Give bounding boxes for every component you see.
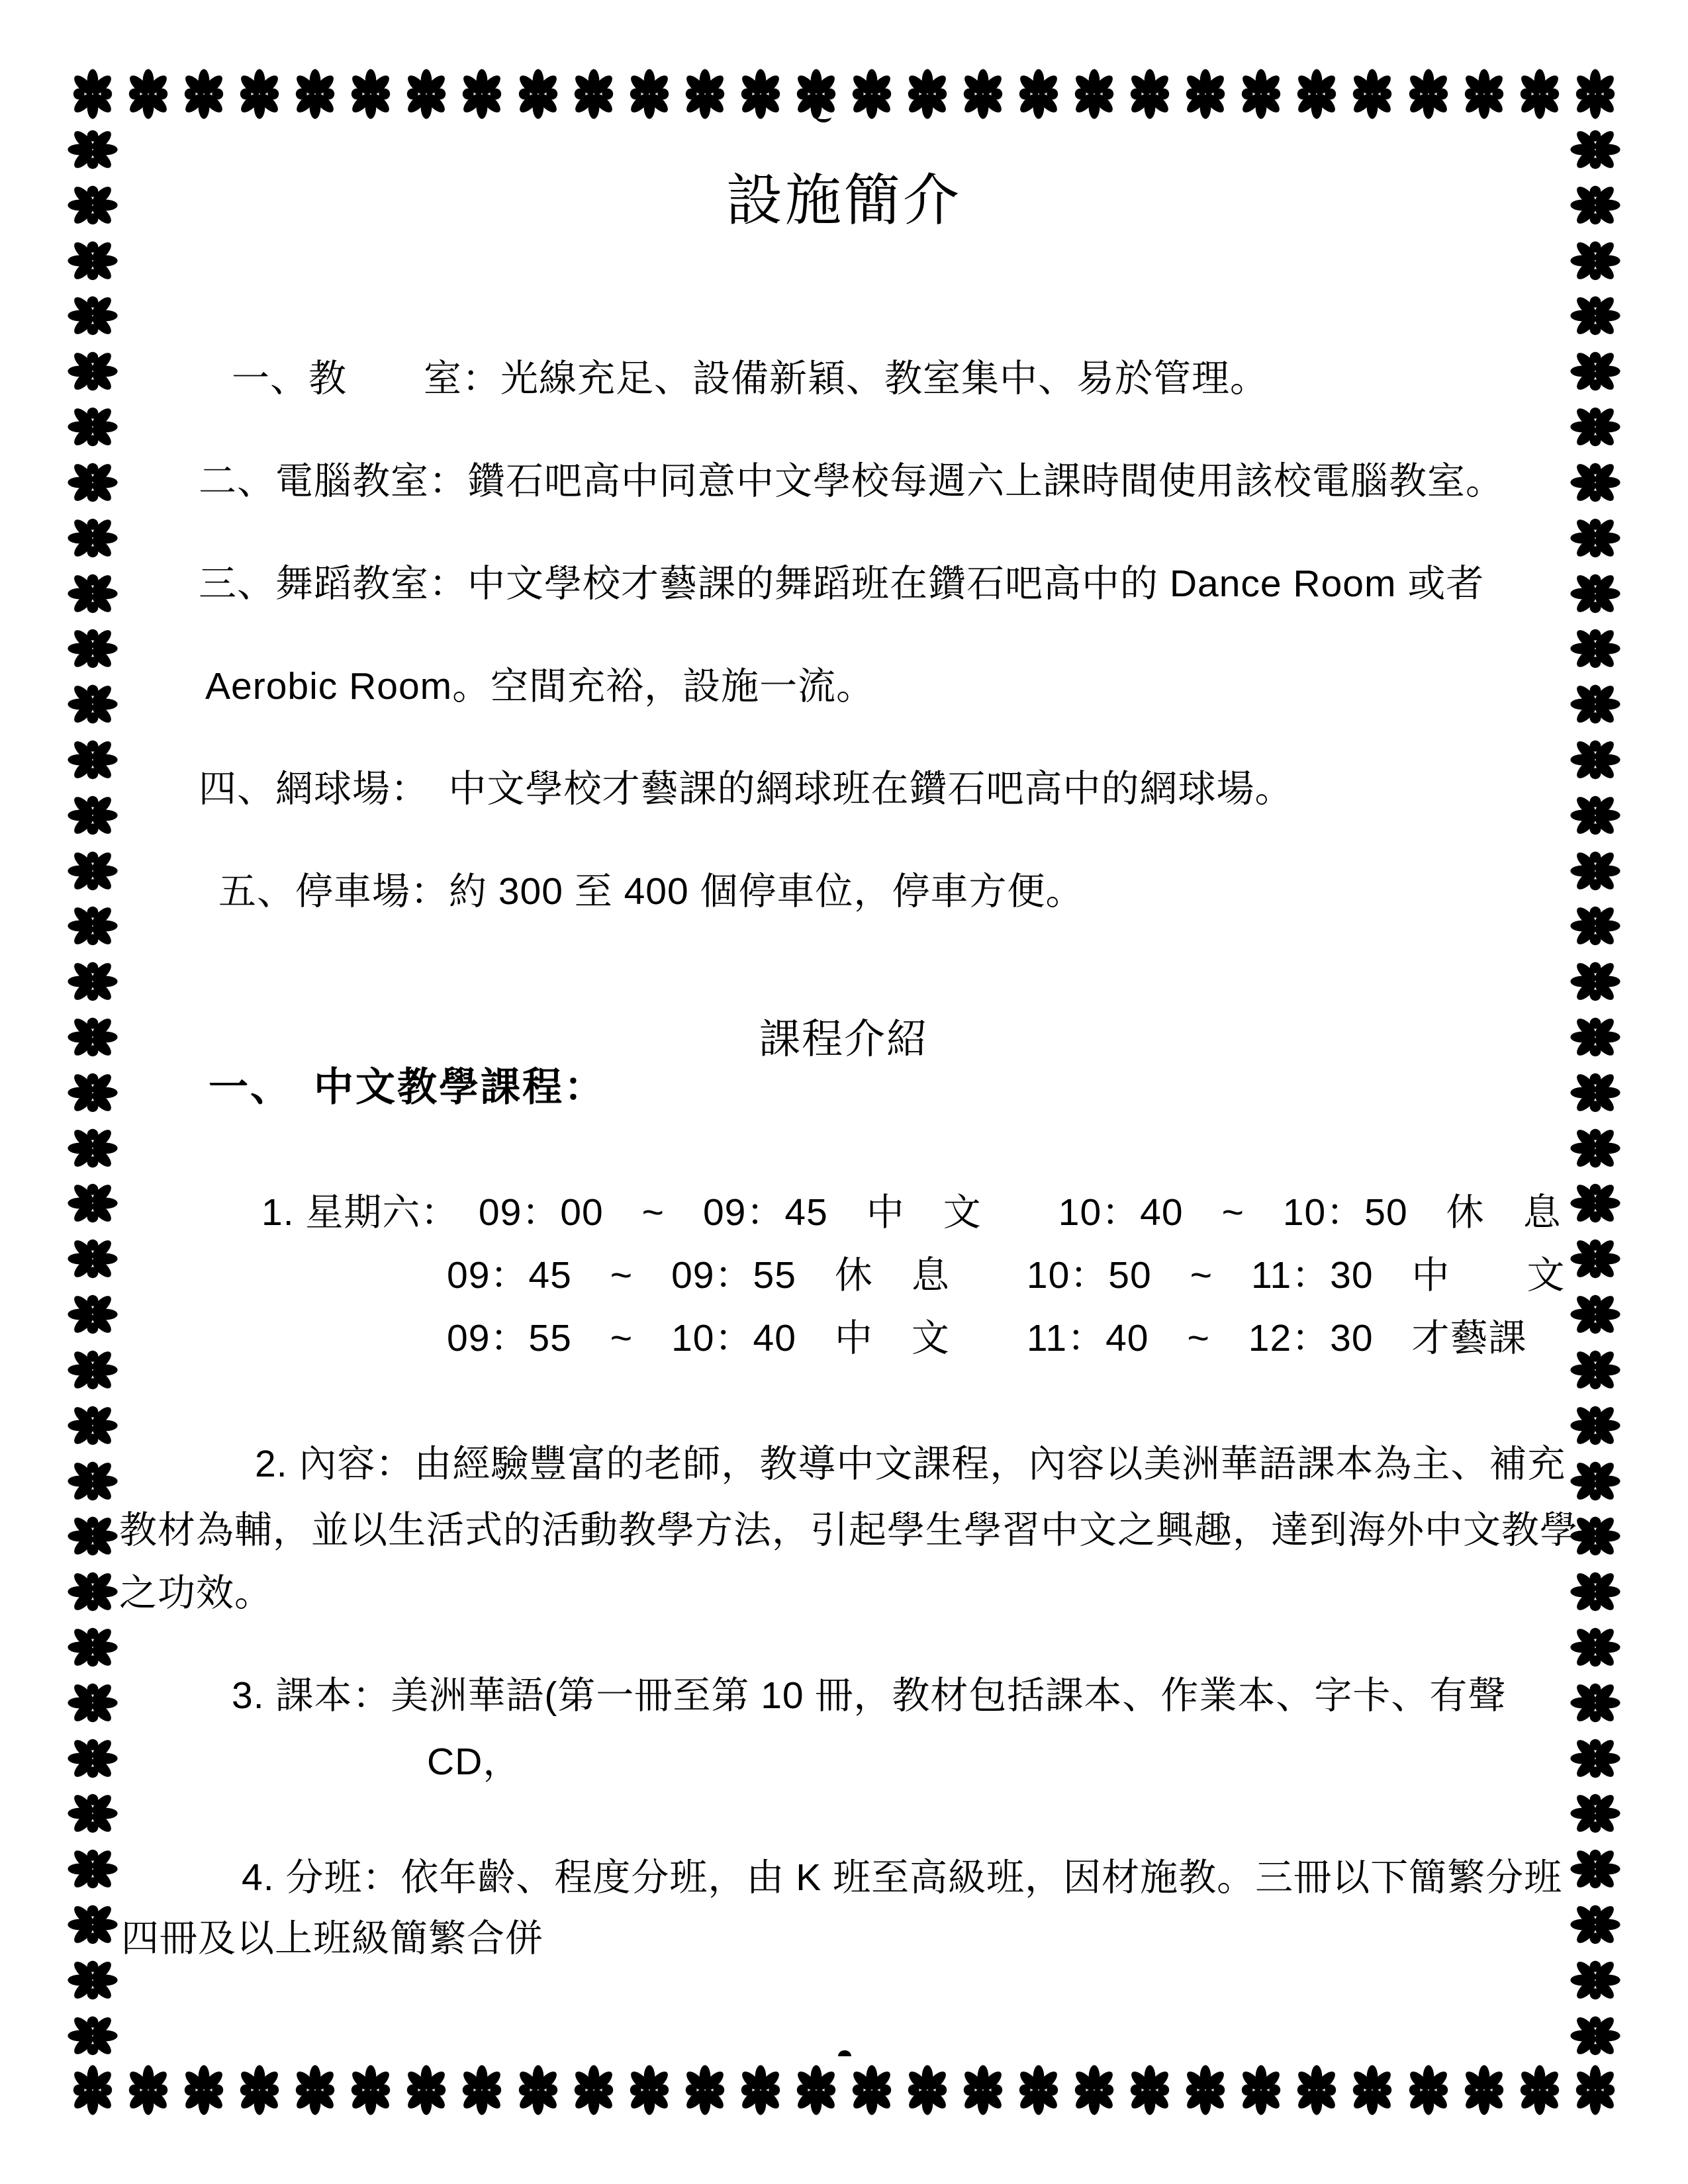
page-title: 設施簡介 bbox=[726, 169, 962, 232]
courses-section-title: 課程介紹 bbox=[759, 1017, 929, 1062]
eight-petal-flower-icon bbox=[1569, 2064, 1622, 2116]
eight-petal-flower-icon bbox=[1569, 1399, 1622, 1452]
eight-petal-flower-icon bbox=[66, 1177, 119, 1230]
eight-petal-flower-icon bbox=[1569, 1898, 1622, 1951]
eight-petal-flower-icon bbox=[1290, 2064, 1343, 2116]
eight-petal-flower-icon bbox=[66, 1455, 119, 1508]
placement-line-2: 四冊及以上班級簡繁合併 bbox=[121, 1917, 543, 1960]
facility-item-classroom: 一、教 室：光線充足、設備新穎、教室集中、易於管理。 bbox=[232, 357, 1268, 400]
eight-petal-flower-icon bbox=[66, 567, 119, 620]
schedule-line-2: 09：45 ~ 09：55 休 息 10：50 ~ 11：30 中 文 bbox=[447, 1254, 1566, 1297]
eight-petal-flower-icon bbox=[901, 68, 954, 120]
eight-petal-flower-icon bbox=[66, 1066, 119, 1119]
eight-petal-flower-icon bbox=[66, 1343, 119, 1396]
flower-border-left bbox=[66, 123, 119, 2062]
eight-petal-flower-icon bbox=[66, 512, 119, 565]
eight-petal-flower-icon bbox=[1569, 899, 1622, 952]
eight-petal-flower-icon bbox=[177, 2064, 230, 2116]
eight-petal-flower-icon bbox=[66, 733, 119, 786]
flower-border-right bbox=[1569, 123, 1622, 2062]
flower-border-top bbox=[66, 68, 1622, 120]
eight-petal-flower-icon bbox=[1569, 1232, 1622, 1285]
eight-petal-flower-icon bbox=[1569, 400, 1622, 453]
eight-petal-flower-icon bbox=[66, 678, 119, 731]
eight-petal-flower-icon bbox=[1012, 2064, 1065, 2116]
eight-petal-flower-icon bbox=[66, 844, 119, 897]
eight-petal-flower-icon bbox=[1569, 1843, 1622, 1895]
eight-petal-flower-icon bbox=[66, 622, 119, 675]
eight-petal-flower-icon bbox=[1569, 1343, 1622, 1396]
eight-petal-flower-icon bbox=[1569, 1732, 1622, 1785]
eight-petal-flower-icon bbox=[623, 2064, 676, 2116]
eight-petal-flower-icon bbox=[400, 2064, 453, 2116]
eight-petal-flower-icon bbox=[66, 68, 119, 120]
eight-petal-flower-icon bbox=[66, 345, 119, 398]
facility-item-computer-room: 二、電腦教室：鑽石吧高中同意中文學校每週六上課時間使用該校電腦教室。 bbox=[199, 460, 1504, 502]
eight-petal-flower-icon bbox=[1402, 2064, 1455, 2116]
eight-petal-flower-icon bbox=[289, 2064, 342, 2116]
eight-petal-flower-icon bbox=[66, 899, 119, 952]
eight-petal-flower-icon bbox=[66, 2009, 119, 2062]
eight-petal-flower-icon bbox=[1569, 68, 1622, 120]
eight-petal-flower-icon bbox=[512, 68, 565, 120]
eight-petal-flower-icon bbox=[1569, 512, 1622, 565]
eight-petal-flower-icon bbox=[66, 456, 119, 509]
eight-petal-flower-icon bbox=[66, 1232, 119, 1285]
eight-petal-flower-icon bbox=[66, 1621, 119, 1674]
eight-petal-flower-icon bbox=[66, 1732, 119, 1785]
eight-petal-flower-icon bbox=[233, 2064, 286, 2116]
eight-petal-flower-icon bbox=[66, 1288, 119, 1341]
eight-petal-flower-icon bbox=[66, 1510, 119, 1563]
placement-line-1: 4. 分班：依年齡、程度分班，由 K 班至高級班，因材施教。三冊以下簡繁分班 bbox=[242, 1856, 1563, 1899]
eight-petal-flower-icon bbox=[679, 68, 731, 120]
eight-petal-flower-icon bbox=[66, 1565, 119, 1618]
eight-petal-flower-icon bbox=[455, 2064, 508, 2116]
eight-petal-flower-icon bbox=[344, 2064, 397, 2116]
eight-petal-flower-icon bbox=[1513, 68, 1566, 120]
eight-petal-flower-icon bbox=[1179, 68, 1232, 120]
eight-petal-flower-icon bbox=[66, 955, 119, 1008]
eight-petal-flower-icon bbox=[1346, 68, 1399, 120]
eight-petal-flower-icon bbox=[1569, 1954, 1622, 2007]
eight-petal-flower-icon bbox=[1569, 1621, 1622, 1674]
eight-petal-flower-icon bbox=[957, 68, 1009, 120]
eight-petal-flower-icon bbox=[1346, 2064, 1399, 2116]
eight-petal-flower-icon bbox=[66, 1954, 119, 2007]
eight-petal-flower-icon bbox=[66, 1676, 119, 1729]
facility-item-dance-room: 三、舞蹈教室：中文學校才藝課的舞蹈班在鑽石吧高中的 Dance Room 或者 bbox=[199, 563, 1485, 605]
eight-petal-flower-icon bbox=[66, 1843, 119, 1895]
eight-petal-flower-icon bbox=[455, 68, 508, 120]
schedule-line-3: 09：55 ~ 10：40 中 文 11：40 ~ 12：30 才藝課 bbox=[447, 1317, 1527, 1359]
eight-petal-flower-icon bbox=[567, 2064, 620, 2116]
eight-petal-flower-icon bbox=[1569, 567, 1622, 620]
eight-petal-flower-icon bbox=[1235, 2064, 1288, 2116]
eight-petal-flower-icon bbox=[1012, 68, 1065, 120]
eight-petal-flower-icon bbox=[1123, 68, 1176, 120]
eight-petal-flower-icon bbox=[1569, 234, 1622, 287]
course-content-line-1: 2. 內容：由經驗豐富的老師，教導中文課程，內容以美洲華語課本為主、補充 bbox=[255, 1443, 1566, 1485]
eight-petal-flower-icon bbox=[1569, 844, 1622, 897]
eight-petal-flower-icon bbox=[512, 2064, 565, 2116]
eight-petal-flower-icon bbox=[901, 2064, 954, 2116]
eight-petal-flower-icon bbox=[344, 68, 397, 120]
eight-petal-flower-icon bbox=[400, 68, 453, 120]
eight-petal-flower-icon bbox=[66, 789, 119, 842]
eight-petal-flower-icon bbox=[66, 1122, 119, 1175]
eight-petal-flower-icon bbox=[122, 68, 175, 120]
eight-petal-flower-icon bbox=[1569, 2009, 1622, 2062]
eight-petal-flower-icon bbox=[1569, 1177, 1622, 1230]
eight-petal-flower-icon bbox=[122, 2064, 175, 2116]
schedule-line-1: 1. 星期六： 09：00 ~ 09：45 中 文 10：40 ~ 10：50 休 息 bbox=[261, 1191, 1562, 1234]
eight-petal-flower-icon bbox=[66, 234, 119, 287]
eight-petal-flower-icon bbox=[957, 2064, 1009, 2116]
eight-petal-flower-icon bbox=[66, 2064, 119, 2116]
eight-petal-flower-icon bbox=[1569, 1066, 1622, 1119]
eight-petal-flower-icon bbox=[289, 68, 342, 120]
facility-item-parking-lot: 五、停車場：約 300 至 400 個停車位，停車方便。 bbox=[218, 870, 1084, 913]
eight-petal-flower-icon bbox=[1458, 68, 1511, 120]
eight-petal-flower-icon bbox=[1569, 733, 1622, 786]
eight-petal-flower-icon bbox=[1569, 678, 1622, 731]
eight-petal-flower-icon bbox=[790, 2064, 843, 2116]
facility-item-tennis-court: 四、網球場： 中文學校才藝課的網球班在鑽石吧高中的網球場。 bbox=[199, 768, 1293, 810]
eight-petal-flower-icon bbox=[66, 400, 119, 453]
eight-petal-flower-icon bbox=[845, 2064, 898, 2116]
eight-petal-flower-icon bbox=[734, 2064, 787, 2116]
eight-petal-flower-icon bbox=[1569, 1288, 1622, 1341]
eight-petal-flower-icon bbox=[1402, 68, 1455, 120]
eight-petal-flower-icon bbox=[1569, 345, 1622, 398]
eight-petal-flower-icon bbox=[1569, 1565, 1622, 1618]
eight-petal-flower-icon bbox=[66, 1898, 119, 1951]
eight-petal-flower-icon bbox=[1068, 68, 1121, 120]
eight-petal-flower-icon bbox=[1569, 1676, 1622, 1729]
eight-petal-flower-icon bbox=[1179, 2064, 1232, 2116]
textbook-line-1: 3. 課本：美洲華語(第一冊至第 10 冊，教材包括課本、作業本、字卡、有聲 bbox=[232, 1674, 1507, 1717]
eight-petal-flower-icon bbox=[66, 289, 119, 342]
eight-petal-flower-icon bbox=[1235, 68, 1288, 120]
eight-petal-flower-icon bbox=[233, 68, 286, 120]
eight-petal-flower-icon bbox=[66, 1399, 119, 1452]
eight-petal-flower-icon bbox=[1569, 1455, 1622, 1508]
eight-petal-flower-icon bbox=[1513, 2064, 1566, 2116]
eight-petal-flower-icon bbox=[734, 68, 787, 120]
chinese-course-heading: 一、 中文教學課程： bbox=[209, 1065, 606, 1109]
eight-petal-flower-icon bbox=[679, 2064, 731, 2116]
eight-petal-flower-icon bbox=[177, 68, 230, 120]
eight-petal-flower-icon bbox=[845, 68, 898, 120]
eight-petal-flower-icon bbox=[1569, 622, 1622, 675]
eight-petal-flower-icon bbox=[1290, 68, 1343, 120]
eight-petal-flower-icon bbox=[1569, 1787, 1622, 1840]
eight-petal-flower-icon bbox=[1068, 2064, 1121, 2116]
eight-petal-flower-icon bbox=[1569, 789, 1622, 842]
stray-scan-mark-bottom bbox=[838, 2050, 851, 2056]
eight-petal-flower-icon bbox=[1458, 2064, 1511, 2116]
eight-petal-flower-icon bbox=[1569, 1122, 1622, 1175]
eight-petal-flower-icon bbox=[623, 68, 676, 120]
eight-petal-flower-icon bbox=[1123, 2064, 1176, 2116]
stray-scan-mark-top bbox=[816, 111, 831, 122]
eight-petal-flower-icon bbox=[1569, 289, 1622, 342]
eight-petal-flower-icon bbox=[66, 1787, 119, 1840]
course-content-line-2: 教材為輔，並以生活式的活動教學方法，引起學生學習中文之興趣，達到海外中文教學 bbox=[119, 1509, 1578, 1551]
eight-petal-flower-icon bbox=[567, 68, 620, 120]
textbook-line-2: CD， bbox=[427, 1741, 522, 1783]
eight-petal-flower-icon bbox=[1569, 456, 1622, 509]
facility-item-dance-room-cont: Aerobic Room。空間充裕，設施一流。 bbox=[205, 665, 875, 707]
course-content-line-3: 之功效。 bbox=[119, 1572, 273, 1614]
flower-border-bottom bbox=[66, 2064, 1622, 2116]
eight-petal-flower-icon bbox=[1569, 955, 1622, 1008]
